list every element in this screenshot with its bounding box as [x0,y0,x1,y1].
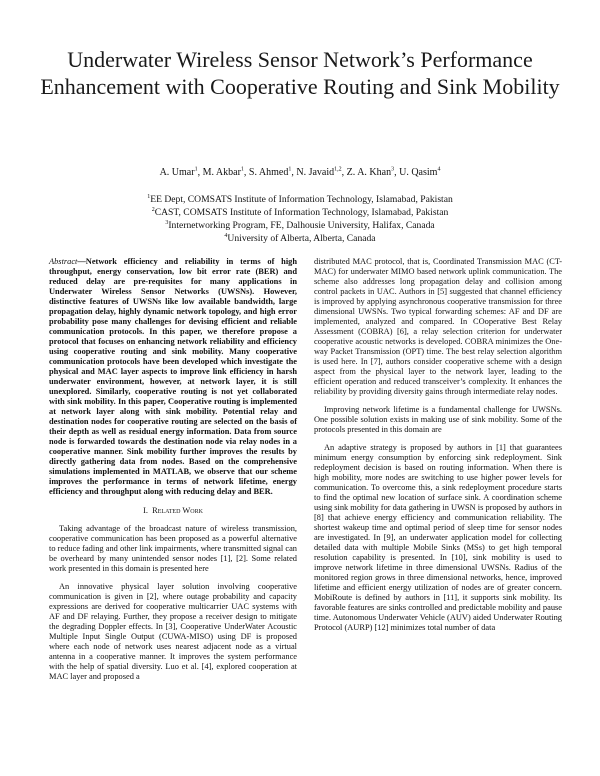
author: N. Javaid$^{1,2}$ [296,166,342,178]
author: Z. A. Khan$^3$ [346,166,395,178]
paragraph: An innovative physical layer solution involving cooperative communication is given in [2], where outage probability and capacity expressions are derived for cooperative multicarrier UAC systems with AF and DF relaying. Further, they propose a receiver design to mitigate the degrading Doppler effects. In [3], Cooperative UnderWater Acoustic Multiple Input Single Output (CUWA-MISO) using DF is proposed where each node of network uses nearest adjacent node as a virtual antenna in a cooperative manner. It improves the system performance with the help of spatial diversity. Luo et al. [4], explored cooperation at MAC layer and proposed a [49,582,297,681]
author: S. Ahmed$^1$ [248,166,292,178]
affiliation: $^4$University of Alberta, Alberta, Canada [224,232,376,244]
right-column [314,257,562,641]
abstract-label: Abstract [49,257,78,266]
paper-title: Underwater Wireless Sensor Network’s Performance Enhancement with Cooperative Routing and Sink Mobility [40,47,560,99]
paragraph: Taking advantage of the broadcast nature of wireless transmission, cooperative communication has been proposed as a powerful alternative to reduce fading and other link impairments, where transmitted signal can be overheard by many unintended sensor nodes [1], [2]. Some related work presented in this domain is presented here [49,524,297,573]
paragraph: An adaptive strategy is proposed by authors in [1] that guarantees minimum energy consumption by enforcing sink redeployment. Sink redeployment decision is based on routing information. When there is high mobility, more nodes are switching to use higher power levels for communication. To overcome this, a sink redeployment procedure starts to find the optimal new location of surface sink. A coordination scheme using sink mobility for data gathering in UWSN is proposed by authors in [8] that achieve energy efficiency and communication reliability. The shortest wakeup time and optimal period of sleep time for sensor nodes are investigated. In [9], an underwater application model for collecting detailed data with multiple Mobile Sinks (MSs) to get high temporal resolution capability is presented. In [10], sink mobility is used to improve network lifetime in three dimensional UWSNs. Radius of the monitored region grows in three dimensional networks, hence, improved lifetime and efficient energy utilization of nodes are of greater concern. MobiRoute is defined by authors in [11], it supports sink mobility. Its favorable features are sinks controlled and predictable mobility and pause time. Autonomous Underwater Vehicle (AUV) aided Underwater Routing Protocol (AURP) [12] minimizes total number of data [314,443,562,632]
author-list: A. Umar$^1$, M. Akbar$^1$, S. Ahmed$^1$, N. Javaid$^{1,2}$, Z. A. Khan$^3$, U. Qasim$^4$ [159,166,441,178]
author: A. Umar$^1$ [159,166,198,178]
affiliation: $^2$CAST, COMSATS Institute of Information Technology, Islamabad, Pakistan [151,206,449,218]
affiliation: $^1$EE Dept, COMSATS Institute of Information Technology, Islamabad, Pakistan [147,193,453,205]
paragraph: distributed MAC protocol, that is, Coordinated Transmission MAC (CT-MAC) for underwater MIMO based network uplink communication. The scheme also addresses long propagation delay and collision among control packets in UAC. Authors in [5] suggested that channel efficiency is improved by applying asynchronous cooperative transmission for three dimensional UWSNs. Two typical forwarding schemes: AF and DF are implemented, analyzed and compared. In COoperative Best Relay Assessment (COBRA) [6], a relay selection criterion for underwater cooperative acoustic networks is developed. COBRA minimizes the One-way Packet Transmission (OPT) time. The best relay selection algorithm is used here. In [7], authors consider cooperative scheme with a design aspect from the physical layer to the network layer, leading to the efficient operation and reduced transceiver’s complexity. It enhances the reliability by providing diversity gains through intermediate relay nodes. [314,257,562,396]
paragraph: Improving network lifetime is a fundamental challenge for UWSNs. One possible solution exists in making use of sink mobility. Some of the protocols presented in this domain are [314,405,562,434]
section-heading: I. Related Work [143,506,203,515]
affiliation-list [0,193,600,245]
author: M. Akbar$^1$ [202,166,244,178]
author: U. Qasim$^4$ [399,166,441,178]
abstract [49,257,297,497]
abstract-text: —Network efficiency and reliability in terms of high throughput, energy conservation, low bit error rate (BER) and reduced delay are pre-requisites for many applications in Underwater Wireless Sensor Networks (UWSNs). However, distinctive features of UWSNs like low available bandwidth, large propagation delay, highly dynamic network topology, and high error probability pose many challenges for devising efficient and reliable communication protocols. In this paper, we therefore propose a protocol that focuses on enhancing network reliability and efficiency using cooperative routing and sink mobility. Many cooperative communication protocols have been developed which investigate the physical and MAC layer aspects to improve link efficiency in harsh underwater environment, however, at network layer, it is still unexplored. Similarly, cooperative routing is not yet collaborated with sink mobility. In this paper, Cooperative routing is implemented at network layer along with sink mobility. Potential relay and destination nodes for cooperative routing are selected on the basis of their depth as well as residual energy information. Data from source node is forwarded towards the destination node via relay nodes in a cooperative manner. Sink mobility further improves the results by directly gathering data from nodes. Based on the comprehensive simulations implemented in MATLAB, we observe that our scheme improves the performance in terms of network lifetime, energy efficiency and throughput along with reducing delay and BER. [49,257,297,496]
left-column [49,257,297,690]
affiliation: $^3$Internetworking Program, FE, Dalhousie University, Halifax, Canada [165,219,435,231]
